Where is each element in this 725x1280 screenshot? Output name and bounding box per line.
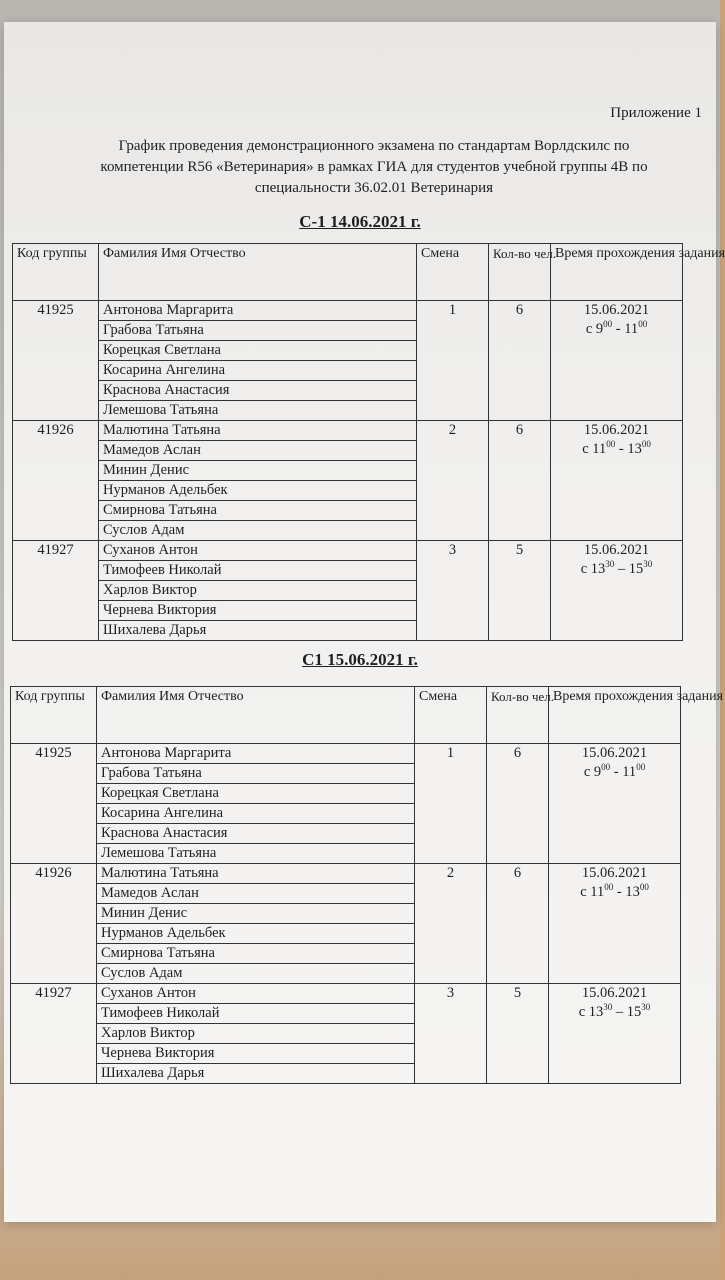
end-hour: 11 [624,321,639,337]
student-name: Мамедов Аслан [99,441,417,461]
start-hour: 13 [590,561,606,577]
people-count: 5 [489,541,551,641]
people-count: 6 [487,864,549,984]
people-count: 6 [489,301,551,421]
header-row [13,244,683,301]
end-minutes: 00 [638,319,648,330]
student-name: Краснова Анастасия [97,824,415,844]
start-minutes: 30 [605,559,615,570]
student-name: Лемешова Татьяна [97,844,415,864]
end-hour: 13 [625,884,640,900]
student-name: Грабова Татьяна [99,321,417,341]
start-hour: 11 [590,884,605,900]
time-separator: - [612,321,625,337]
end-minutes: 00 [639,882,649,893]
time-prefix: с [583,764,594,780]
time-prefix: с [585,321,596,337]
end-minutes: 00 [641,439,651,450]
student-name: Смирнова Татьяна [97,944,415,964]
student-name: Тимофеев Николай [97,1004,415,1024]
student-name: Минин Денис [97,904,415,924]
exam-date: 15.06.2021 [581,865,648,881]
student-name: Антонова Маргарита [99,301,417,321]
end-hour: 11 [622,764,637,780]
end-minutes: 00 [636,762,646,773]
time-cell [549,744,681,864]
student-name: Малютина Татьяна [99,421,417,441]
time-cell [551,541,683,641]
student-name: Шихалева Дарья [97,1064,415,1084]
start-minutes: 30 [603,1002,613,1013]
student-name: Нурманов Адельбек [99,481,417,501]
student-name: Чернева Виктория [97,1044,415,1064]
document-page [4,22,725,1222]
start-minutes: 00 [601,762,611,773]
group-code: 41927 [13,541,99,641]
shift-number: 1 [417,301,489,421]
time-separator: - [615,441,628,457]
student-name: Суслов Адам [99,521,417,541]
student-name: Нурманов Адельбек [97,924,415,944]
people-count: 5 [487,984,549,1084]
group-code: 41925 [11,744,97,864]
student-name: Харлов Виктор [97,1024,415,1044]
exam-time [553,1003,676,1022]
document-heading [44,136,704,199]
table-row [11,984,681,1004]
exam-time [555,440,678,459]
time-separator: – [612,1004,627,1020]
table-row [13,541,683,561]
heading-line: компетенции R56 «Ветеринария» в рамках ГИА для студентов учебной группы 4В по [100,159,648,175]
student-name: Антонова Маргарита [97,744,415,764]
exam-date: 15.06.2021 [583,302,650,318]
time-header: Время прохождения задания [549,687,681,744]
schedule-table [10,686,724,1084]
start-hour: 9 [593,764,602,780]
shift-header: Смена [417,244,489,301]
exam-date: 15.06.2021 [583,422,650,438]
people-count: 6 [487,744,549,864]
table-row [13,421,683,441]
start-hour: 11 [592,441,607,457]
end-hour: 13 [627,441,642,457]
group-code: 41925 [13,301,99,421]
student-name: Корецкая Светлана [99,341,417,361]
end-minutes: 30 [641,1002,651,1013]
student-name: Суханов Антон [97,984,415,1004]
student-name: Суслов Адам [97,964,415,984]
start-hour: 13 [588,1004,604,1020]
exam-time [555,560,678,579]
student-name: Малютина Татьяна [97,864,415,884]
end-hour: 15 [628,561,644,577]
start-minutes: 00 [606,439,616,450]
student-name: Грабова Татьяна [97,764,415,784]
exam-time [555,320,678,339]
shift-number: 2 [415,864,487,984]
time-cell [551,301,683,421]
student-name: Суханов Антон [99,541,417,561]
end-hour: 15 [626,1004,642,1020]
code-header: Код группы [13,244,99,301]
time-separator: – [614,561,629,577]
exam-time [553,763,676,782]
end-minutes: 30 [643,559,653,570]
shift-number: 1 [415,744,487,864]
student-name: Тимофеев Николай [99,561,417,581]
table-row [13,301,683,321]
count-header: Кол-во чел. [489,244,551,301]
time-separator: - [613,884,626,900]
group-code: 41926 [13,421,99,541]
time-prefix: с [580,561,591,577]
student-name: Шихалева Дарья [99,621,417,641]
time-header: Время прохождения задания [551,244,683,301]
time-cell [549,984,681,1084]
start-hour: 9 [595,321,604,337]
student-name: Краснова Анастасия [99,381,417,401]
time-prefix: с [582,441,593,457]
section-title: С-1 14.06.2021 г. [299,212,421,231]
group-code: 41926 [11,864,97,984]
name-header: Фамилия Имя Отчество [99,244,417,301]
shift-number: 2 [417,421,489,541]
start-minutes: 00 [603,319,613,330]
student-name: Харлов Виктор [99,581,417,601]
exam-date: 15.06.2021 [583,542,650,558]
table-row [11,744,681,764]
heading-line: специальности 36.02.01 Ветеринария [254,180,494,196]
header-row [11,687,681,744]
count-header: Кол-во чел. [487,687,549,744]
student-name: Чернева Виктория [99,601,417,621]
shift-number: 3 [417,541,489,641]
exam-date: 15.06.2021 [581,985,648,1001]
time-prefix: с [578,1004,589,1020]
time-prefix: с [580,884,591,900]
student-name: Косарина Ангелина [97,804,415,824]
student-name: Корецкая Светлана [97,784,415,804]
student-name: Минин Денис [99,461,417,481]
exam-date: 15.06.2021 [581,745,648,761]
shift-number: 3 [415,984,487,1084]
appendix-label: Приложение 1 [610,105,702,121]
time-cell [551,421,683,541]
student-name: Косарина Ангелина [99,361,417,381]
schedule-table [12,243,725,641]
group-code: 41927 [11,984,97,1084]
code-header: Код группы [11,687,97,744]
heading-line: График проведения демонстрационного экзамена по стандартам Ворлдскилс по [118,138,630,154]
shift-header: Смена [415,687,487,744]
exam-time [553,883,676,902]
student-name: Мамедов Аслан [97,884,415,904]
time-cell [549,864,681,984]
time-separator: - [610,764,623,780]
table-row [11,864,681,884]
name-header: Фамилия Имя Отчество [97,687,415,744]
student-name: Смирнова Татьяна [99,501,417,521]
people-count: 6 [489,421,551,541]
student-name: Лемешова Татьяна [99,401,417,421]
section-title: С1 15.06.2021 г. [302,650,418,669]
start-minutes: 00 [604,882,614,893]
